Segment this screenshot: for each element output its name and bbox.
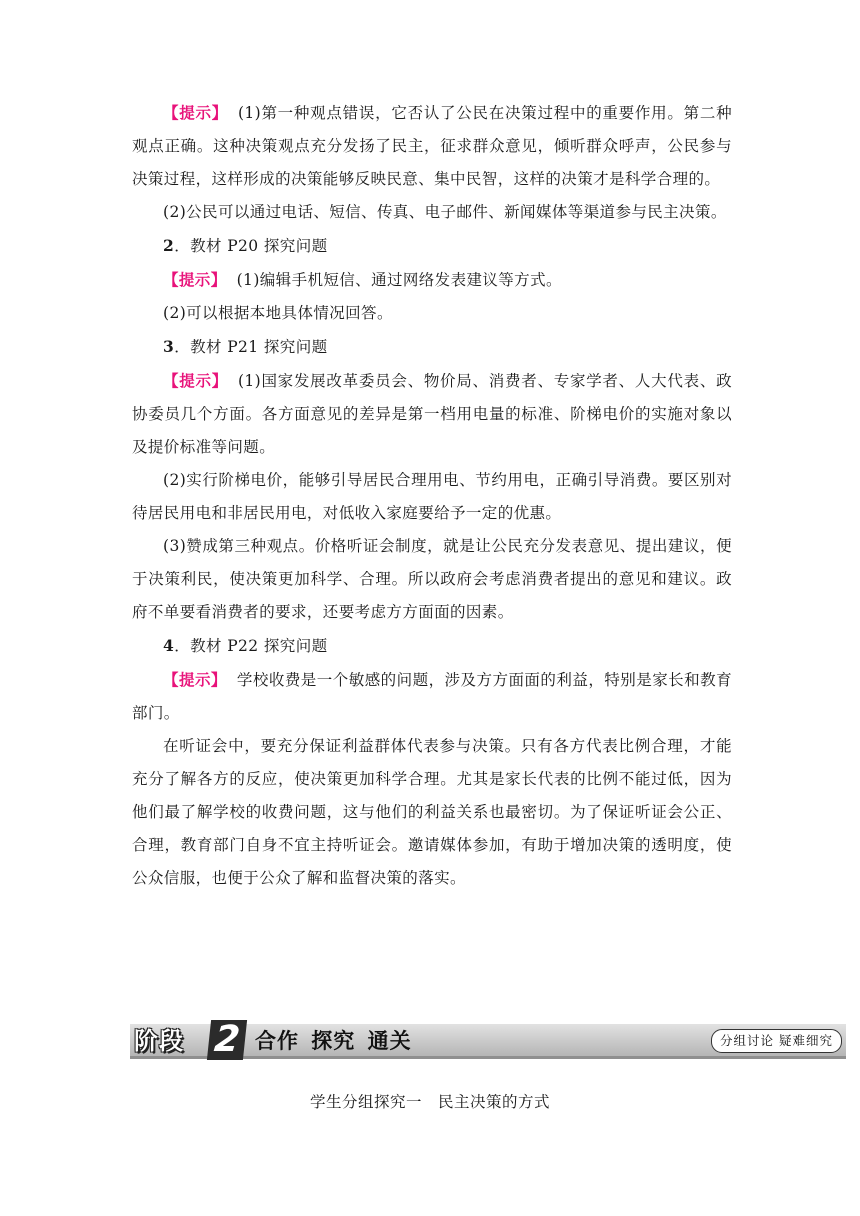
item2-text1: (1)编辑手机短信、通过网络发表建议等方式。 [236,271,562,289]
stage-banner [130,1018,846,1060]
item1-text1: (1)第一种观点错误，它否认了公民在决策过程中的重要作用。第二种观点正确。这种决策观点充分发扬了民主，征求群众意见，倾听群众呼声，公民参与决策过程，这样形成的决策能够反映民意、集中民智，这样的决策才是科学合理的。 [132,104,732,188]
item4-heading-text: ．教材 P22 探究问题 [174,637,328,655]
item2-text2: (2)可以根据本地具体情况回答。 [163,304,393,322]
item3-heading [132,330,732,364]
subheading-text: 学生分组探究一 民主决策的方式 [309,1093,550,1111]
item3-text2: (2)实行阶梯电价，能够引导居民合理用电、节约用电，正确引导消费。要区别对待居民用电和非居民用电，对低收入家庭要给予一定的优惠。 [132,471,732,522]
stage-title: 合作 探究 通关 [255,1029,412,1053]
item1-paragraph2 [132,196,732,229]
item4-paragraph2 [132,730,732,895]
item3-number: 3 [163,337,175,356]
item4-paragraph1 [132,663,732,730]
item4-number: 4 [163,636,175,655]
item2-paragraph2 [132,297,732,330]
item2-number: 2 [163,236,175,255]
tip-label: 【提示】 [163,103,228,122]
item1-text2: (2)公民可以通过电话、短信、传真、电子邮件、新闻媒体等渠道参与民主决策。 [163,203,727,221]
item1-paragraph1 [132,96,732,196]
item3-paragraph2 [132,464,732,530]
tip-label: 【提示】 [163,270,227,289]
item3-paragraph1 [132,364,732,464]
item2-heading-text: ．教材 P20 探究问题 [174,237,328,255]
answer-content [132,96,732,895]
item4-text1: 学校收费是一个敏感的问题，涉及方方面面的利益，特别是家长和教育部门。 [132,671,733,722]
item2-heading [132,229,732,263]
tip-label: 【提示】 [163,670,227,689]
item4-text2: 在听证会中，要充分保证利益群体代表参与决策。只有各方代表比例合理，才能充分了解各方的反应，使决策更加科学合理。尤其是家长代表的比例不能过低，因为他们最了解学校的收费问题，这与他们的利益关系也最密切。为了保证听证会公正、合理，教育部门自身不宜主持听证会。邀请媒体参加，有助于增加决策的透明度，使公众信服，也便于公众了解和监督决策的落实。 [132,737,732,887]
tip-label: 【提示】 [163,371,228,390]
item3-text3: (3)赞成第三种观点。价格听证会制度，就是让公民充分发表意见、提出建议，便于决策利民，使决策更加科学、合理。所以政府会考虑消费者提出的意见和建议。政府不单要看消费者的要求，还要考虑方方面面的因素。 [132,537,732,621]
stage-tag: 分组讨论 疑难细究 [711,1029,842,1053]
item3-heading-text: ．教材 P21 探究问题 [174,338,328,356]
item2-paragraph1 [132,263,732,297]
stage-word: 阶段 [134,1027,184,1055]
item4-heading [132,629,732,663]
section-subheading [0,1090,860,1114]
item3-text1: (1)国家发展改革委员会、物价局、消费者、专家学者、人大代表、政协委员几个方面。各方面意见的差异是第一档用电量的标准、阶梯电价的实施对象以及提价标准等问题。 [132,372,732,456]
item3-paragraph3 [132,530,732,629]
stage-number: 2 [207,1020,247,1060]
